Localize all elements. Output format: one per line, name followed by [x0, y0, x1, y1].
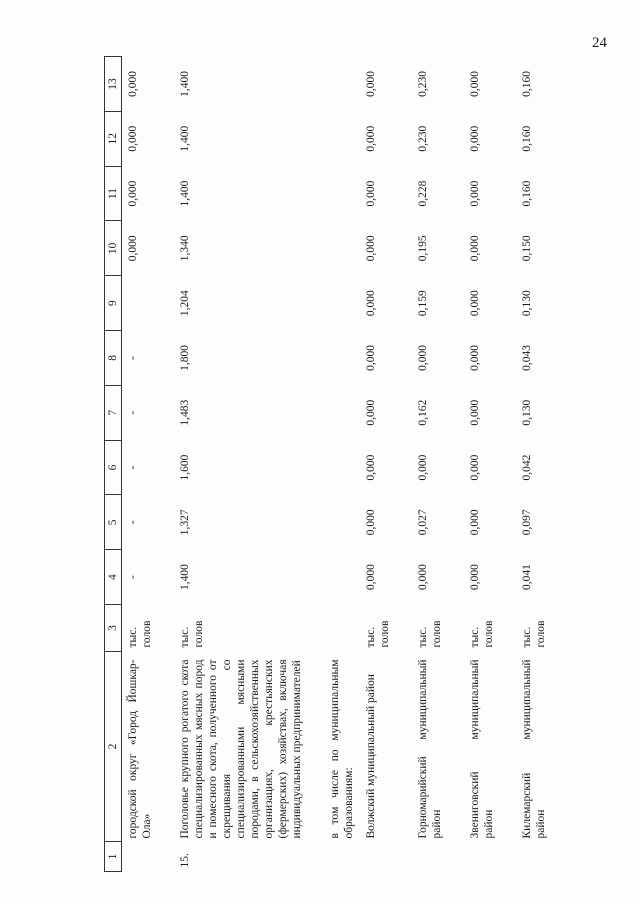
value-cell: 0,000 — [365, 125, 377, 152]
value-cell: 0,000 — [469, 235, 481, 262]
table-row — [396, 57, 448, 872]
header-cell: 11 — [105, 166, 122, 221]
value-cell: 0,000 — [127, 235, 139, 262]
header-cell: 5 — [105, 495, 122, 550]
row-number — [360, 842, 396, 872]
row-number — [500, 842, 552, 872]
header-cell: 8 — [105, 331, 122, 386]
value-cell: 0,230 — [417, 71, 429, 97]
row-number — [308, 842, 360, 872]
row-unit: тыс. голов — [179, 620, 205, 648]
value-cell: 0,130 — [521, 399, 533, 426]
value-cell: 0,000 — [365, 509, 377, 536]
value-cell: 0,000 — [469, 180, 481, 207]
table-row — [500, 57, 552, 872]
data-table — [104, 56, 552, 872]
header-cell: 12 — [105, 111, 122, 166]
value-cell: 0,160 — [521, 180, 533, 207]
value-cell — [308, 495, 360, 550]
row-unit: тыс. голов — [469, 620, 495, 648]
value-cell: 0,000 — [365, 454, 377, 481]
header-cell: 10 — [105, 221, 122, 276]
value-cell: 1,400 — [179, 125, 191, 152]
value-cell: 0,043 — [521, 344, 533, 371]
rotated-table-content — [104, 14, 629, 884]
value-cell: 0,000 — [469, 125, 481, 152]
value-cell: 0,000 — [417, 454, 429, 481]
rotated-table-area — [104, 14, 629, 884]
value-cell: 0,000 — [469, 71, 481, 97]
header-cell: 7 — [105, 385, 122, 440]
value-cell: 0,162 — [417, 399, 429, 426]
row-name: Килемарский муниципальный район — [521, 659, 547, 839]
value-cell: 0,000 — [127, 71, 139, 97]
value-cell: 1,800 — [179, 344, 191, 371]
value-cell: 0,000 — [469, 344, 481, 371]
value-cell: 0,000 — [469, 290, 481, 317]
value-cell — [308, 550, 360, 605]
value-cell: 0,230 — [417, 125, 429, 152]
page-number: 24 — [592, 35, 607, 51]
header-cell: 3 — [105, 605, 122, 652]
row-name: городской округ «Город Йошкар-Ола» — [127, 659, 153, 839]
value-cell — [308, 331, 360, 386]
value-cell: 0,000 — [469, 399, 481, 426]
row-unit — [308, 605, 360, 652]
row-number — [122, 842, 159, 872]
value-cell — [308, 166, 360, 221]
header-cell: 4 — [105, 550, 122, 605]
table-row — [122, 57, 159, 872]
table-body — [122, 57, 553, 872]
table-row — [158, 57, 308, 872]
row-name: Горномарийский муниципальный район — [417, 659, 443, 839]
table-row — [308, 57, 360, 872]
header-cell: 6 — [105, 440, 122, 495]
value-cell — [308, 111, 360, 166]
value-cell — [308, 276, 360, 331]
value-cell: 0,000 — [469, 454, 481, 481]
value-cell: - — [127, 356, 139, 360]
value-cell: 0,000 — [417, 564, 429, 591]
header-cell: 9 — [105, 276, 122, 331]
row-unit: тыс. голов — [365, 620, 391, 648]
value-cell: 0,159 — [417, 290, 429, 317]
value-cell: 1,400 — [179, 564, 191, 591]
value-cell — [122, 276, 159, 331]
value-cell: 0,000 — [469, 564, 481, 591]
value-cell: 0,000 — [365, 564, 377, 591]
value-cell: 1,600 — [179, 454, 191, 481]
value-cell: 0,000 — [365, 399, 377, 426]
value-cell: - — [127, 410, 139, 415]
row-name: в том числе по муниципальным образованиям: — [329, 659, 355, 839]
value-cell — [308, 57, 360, 112]
table-header — [105, 57, 122, 872]
value-cell: 0,000 — [417, 344, 429, 371]
header-cell: 13 — [105, 57, 122, 112]
value-cell: - — [127, 575, 139, 580]
value-cell: 0,000 — [127, 180, 139, 207]
row-name: Волжский муниципальный район — [365, 674, 377, 839]
value-cell: 1,483 — [179, 399, 191, 426]
value-cell: 0,027 — [417, 509, 429, 536]
value-cell: 1,204 — [179, 290, 191, 317]
value-cell: 0,000 — [127, 125, 139, 152]
value-cell: 0,160 — [521, 125, 533, 152]
value-cell: 0,041 — [521, 564, 533, 591]
value-cell: - — [127, 465, 139, 470]
value-cell: 1,340 — [179, 235, 191, 262]
header-cell: 1 — [105, 842, 122, 872]
value-cell: 0,042 — [521, 454, 533, 481]
value-cell: 1,400 — [179, 71, 191, 97]
value-cell — [308, 385, 360, 440]
value-cell: 0,000 — [365, 180, 377, 207]
value-cell: 0,000 — [469, 509, 481, 536]
table-row — [448, 57, 500, 872]
value-cell: 0,097 — [521, 509, 533, 536]
value-cell: 0,000 — [365, 71, 377, 97]
header-row — [105, 57, 122, 872]
header-cell: 2 — [105, 652, 122, 842]
value-cell — [308, 440, 360, 495]
value-cell: 0,000 — [365, 235, 377, 262]
value-cell: 1,400 — [179, 180, 191, 207]
row-unit: тыс. голов — [417, 620, 443, 648]
value-cell: 0,150 — [521, 235, 533, 262]
row-unit: тыс. голов — [127, 620, 153, 648]
value-cell: 0,195 — [417, 235, 429, 262]
row-name: Звениговский муниципальный район — [469, 659, 495, 839]
value-cell: - — [127, 520, 139, 525]
row-number — [448, 842, 500, 872]
value-cell: 0,228 — [417, 180, 429, 207]
value-cell: 1,327 — [179, 509, 191, 536]
value-cell — [308, 221, 360, 276]
table-row — [360, 57, 396, 872]
value-cell: 0,160 — [521, 71, 533, 97]
row-number: 15. — [179, 853, 191, 868]
row-name: Поголовье крупного рогатого скота специализированных мясных пород и помесного скота, полученного от скрещивания со специализированными мясными породами, в сельскохозяйственных организациях, крестьянских (фермерских) хозяйствах, включая индивидуальных предпринимателей — [179, 659, 303, 839]
value-cell: 0,000 — [365, 344, 377, 371]
value-cell: 0,000 — [365, 290, 377, 317]
value-cell: 0,130 — [521, 290, 533, 317]
row-unit: тыс. голов — [521, 620, 547, 648]
row-number — [396, 842, 448, 872]
